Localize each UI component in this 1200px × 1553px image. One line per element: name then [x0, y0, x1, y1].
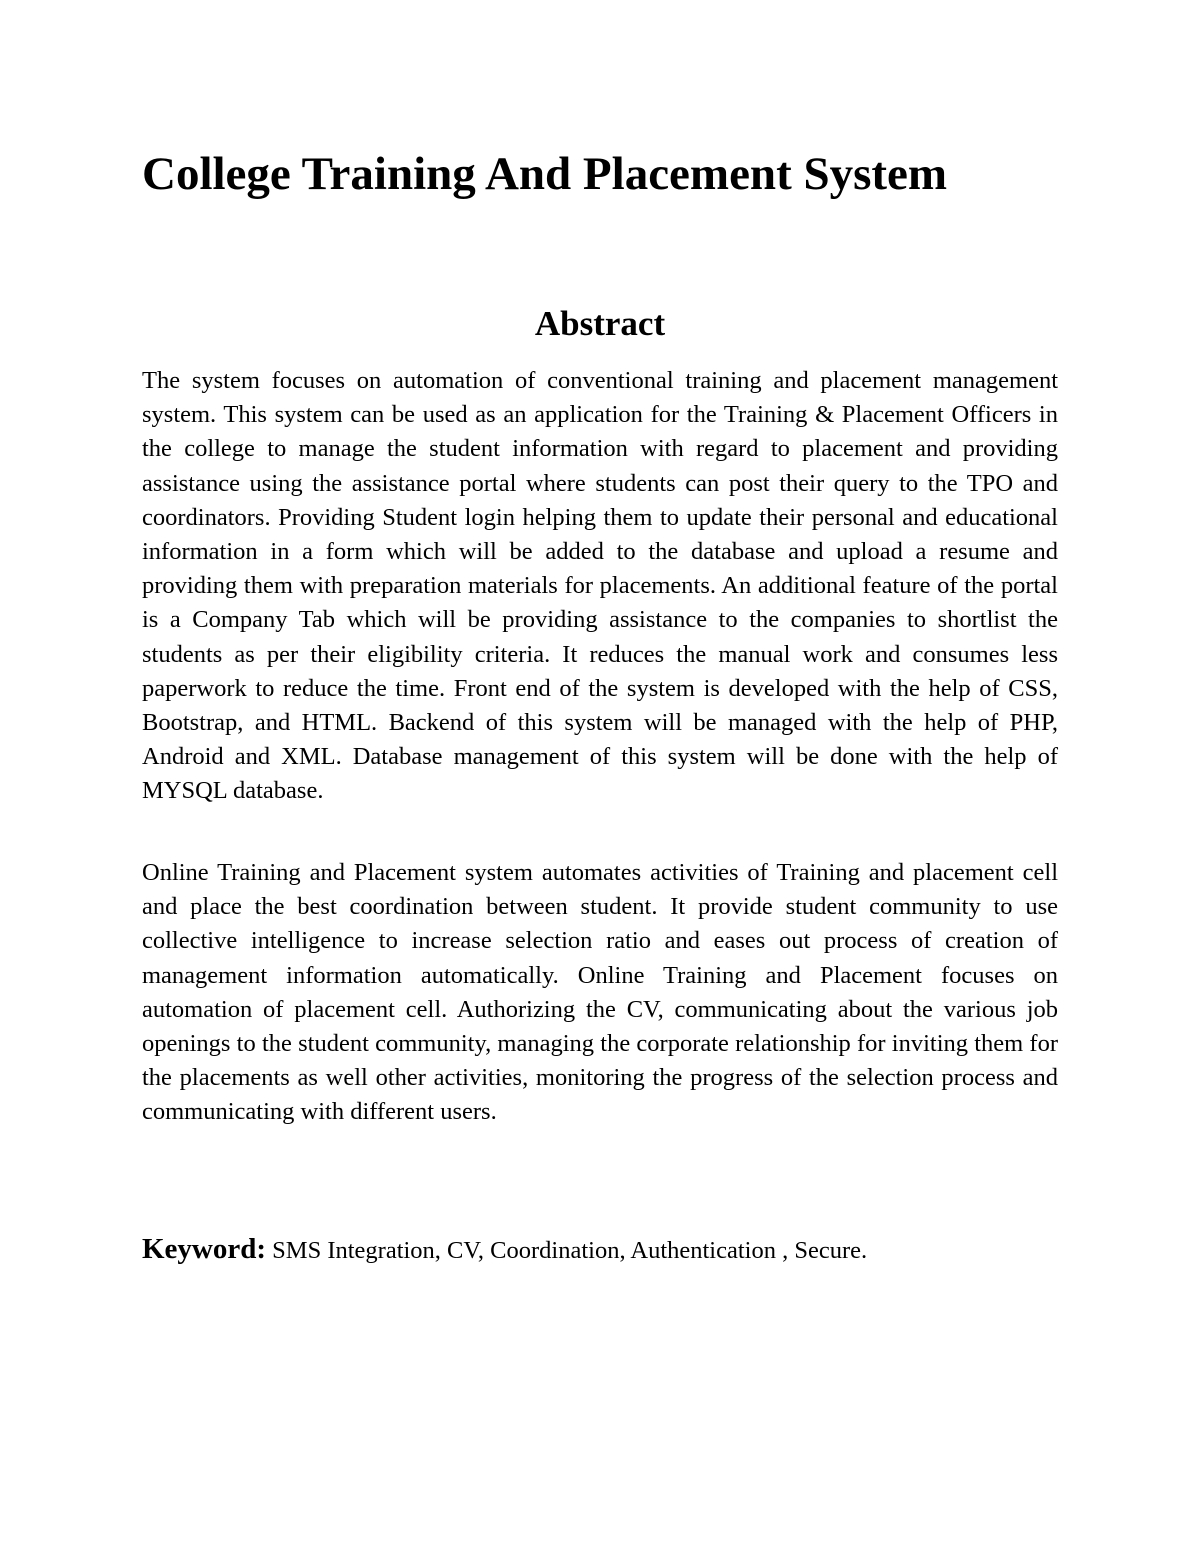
- document-title: College Training And Placement System: [142, 148, 948, 200]
- keywords-label: Keyword:: [142, 1233, 267, 1265]
- keywords-text: SMS Integration, CV, Coordination, Authentication , Secure.: [272, 1237, 868, 1264]
- abstract-heading: Abstract: [534, 304, 666, 343]
- keywords-line: [142, 1230, 867, 1270]
- abstract-paragraph-1: The system focuses on automation of conventional training and placement management system. This system can be used as an application for the Training & Placement Officers in the college to manage the student information with regard to placement and providing assistance using the assistance portal where students can post their query to the TPO and coordinators. Providing Student login helping them to update their personal and educational information in a form which will be added to the database and upload a resume and providing them with preparation materials for placements. An additional feature of the portal is a Company Tab which will be providing assistance to the companies to shortlist the students as per their eligibility criteria. It reduces the manual work and consumes less paperwork to reduce the time. Front end of the system is developed with the help of CSS, Bootstrap, and HTML. Backend of this system will be managed with the help of PHP, Android and XML. Database management of this system will be done with the help of MYSQL database.: [142, 367, 1058, 805]
- abstract-paragraph-2: Online Training and Placement system automates activities of Training and placement cell and place the best coordination between student. It provide student community to use collective intelligence to increase selection ratio and eases out process of creation of management information automatically. Online Training and Placement focuses on automation of placement cell. Authorizing the CV, communicating about the various job openings to the student community, managing the corporate relationship for inviting them for the placements as well other activities, monitoring the progress of the selection process and communicating with different users.: [142, 859, 1058, 1126]
